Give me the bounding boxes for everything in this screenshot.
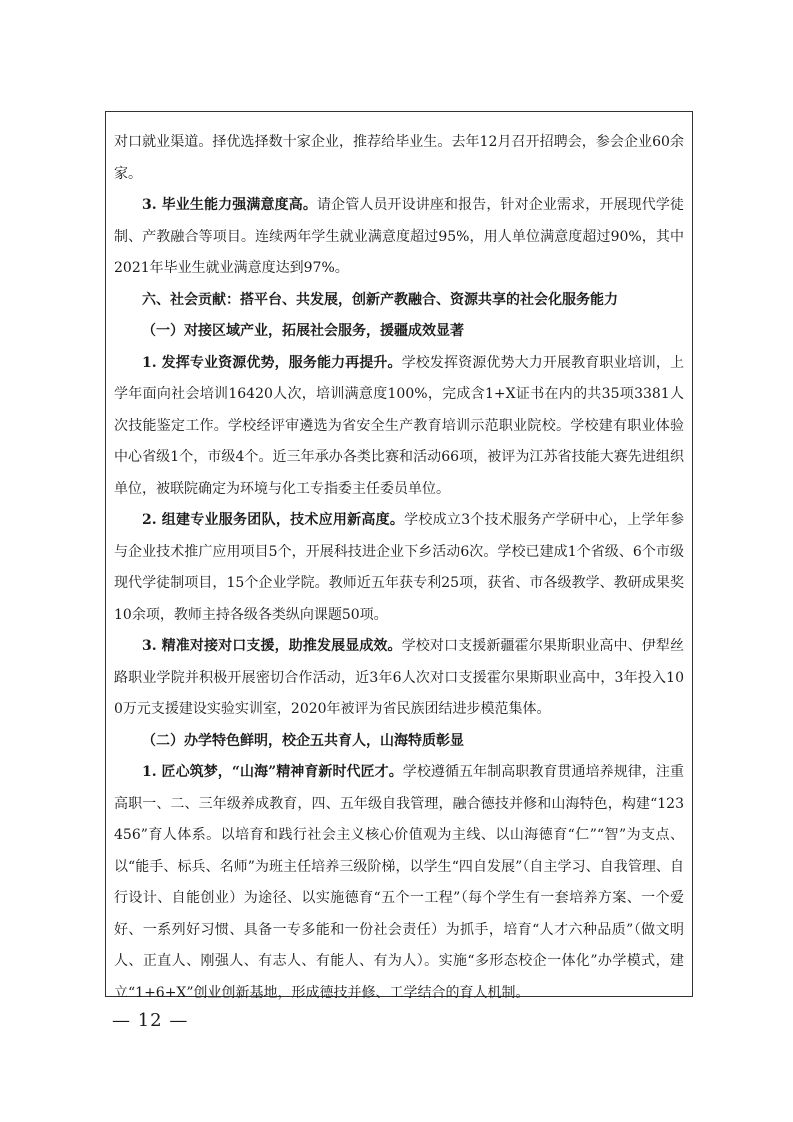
paragraph-lead: 3. 精准对接对口支援，助推发展显成效。 bbox=[142, 638, 402, 654]
paragraph-graduate-satisfaction bbox=[114, 190, 684, 285]
paragraph-lead: 3. 毕业生能力强满意度高。 bbox=[142, 197, 317, 213]
paragraph-text: 学校对口支援新疆霍尔果斯职业高中、伊犁丝路职业学院并积极开展密切合作活动，近3年6人次对口支援霍尔果斯职业高中，3年投入100万元支援建设实验实训室，2020年被评为省民族团结进步模范集体。 bbox=[114, 638, 684, 717]
section-heading-6: 六、社会贡献：搭平台、共发展，创新产教融合、资源共享的社会化服务能力 bbox=[142, 291, 618, 308]
paragraph-shanhai-spirit bbox=[114, 757, 684, 1009]
paragraph-text: 学校遵循五年制高职教育贯通培养规律，注重高职一、二、三年级养成教育，四、五年级自我管理，融合德技并修和山海特色，构建“123456”育人体系。以培育和践行社会主义核心价值观为主线、以山海德育“仁”“智”为支点、以“能手、标兵、名师”为班主任培养三级阶梯，以学生“四自发展”（自主学习、自我管理、自行设计、自能创业）为途径、以实施德育“五个一工程”（每个学生有一套培养方案、一个爱好、一系列好习惯、具备一专多能和一份社会责任）为抓手，培育“人才六种品质”（做文明人、正直人、刚强人、有志人、有能人、有为人）。实施“多形态校企一体化”办学模式，建立“1+6+X”创业创新基地，形成德技并修、工学结合的育人机制。 bbox=[114, 764, 684, 1001]
subsection-heading-1: （一）对接区域产业，拓展社会服务，援疆成效显著 bbox=[142, 323, 464, 339]
paragraph-targeted-support bbox=[114, 631, 684, 726]
paragraph-lead: 2. 组建专业服务团队，技术应用新高度。 bbox=[142, 512, 405, 528]
paragraph-service-team bbox=[114, 505, 684, 631]
paragraph-text: 学校发挥资源优势大力开展教育职业培训，上学年面向社会培训16420人次，培训满意度100%，完成含1+X证书在内的共35项3381人次技能鉴定工作。学校经评审遴选为省安全生产教育培训示范职业院校。学校建有职业体验中心省级1个，市级4个。近三年承办各类比赛和活动66项，被评为江苏省技能大赛先进组织单位，被联院确定为环境与化工专指委主任委员单位。 bbox=[114, 354, 684, 497]
page-number: — 12 — bbox=[112, 1010, 189, 1031]
paragraph-text: 学校成立3个技术服务产学研中心，上学年参与企业技术推广应用项目5个，开展科技进企业下乡活动6次。学校已建成1个省级、6个市级现代学徒制项目，15个企业学院。教师近五年获专利25项，获省、市各级教学、教研成果奖10余项，教师主持各级各类纵向课题50项。 bbox=[114, 512, 684, 623]
paragraph-text: 对口就业渠道。择优选择数十家企业，推荐给毕业生。去年12月召开招聘会，参会企业60余家。 bbox=[114, 134, 684, 182]
paragraph-service-capacity bbox=[114, 348, 684, 506]
paragraph-continuation bbox=[114, 127, 684, 190]
paragraph-lead: 1. 匠心筑梦，“山海”精神育新时代匠才。 bbox=[142, 764, 403, 780]
subsection-heading-2: （二）办学特色鲜明，校企五共育人，山海特质彰显 bbox=[142, 732, 464, 749]
content-frame bbox=[105, 111, 693, 1001]
paragraph-lead: 1. 发挥专业资源优势，服务能力再提升。 bbox=[142, 354, 402, 371]
paragraph-text: 请企管人员开设讲座和报告，针对企业需求，开展现代学徒制、产教融合等项目。连续两年学生就业满意度超过95%，用人单位满意度超过90%，其中2021年毕业生就业满意度达到97%。 bbox=[114, 197, 684, 276]
